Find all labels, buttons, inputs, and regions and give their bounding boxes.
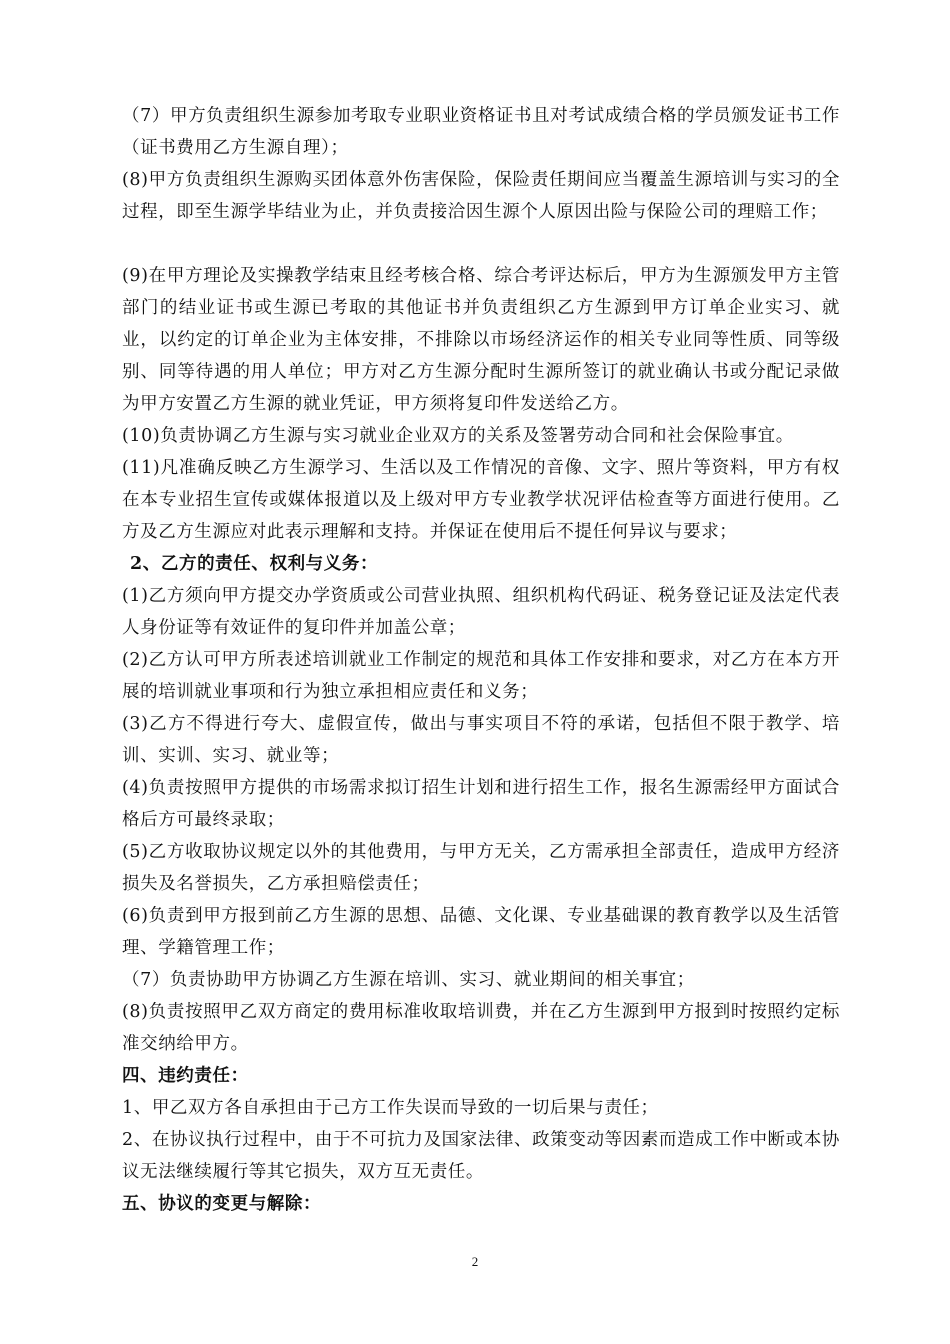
clause-b-2: (2)乙方认可甲方所表述培训就业工作制定的规范和具体工作安排和要求，对乙方在本方开展的培训就业事项和行为独立承担相应责任和义务； xyxy=(122,650,840,702)
clause-b-6: (6)负责到甲方报到前乙方生源的思想、品德、文化课、专业基础课的教育教学以及生活管理、学籍管理工作； xyxy=(122,906,840,958)
section-four-heading: 四、违约责任： xyxy=(122,1066,249,1086)
clause-a-7: （7）甲方负责组织生源参加考取专业职业资格证书且对考试成绩合格的学员颁发证书工作（证书费用乙方生源自理）； xyxy=(122,106,840,158)
clause-a-11: (11)凡准确反映乙方生源学习、生活以及工作情况的音像、文字、照片等资料，甲方有权在本专业招生宣传或媒体报道以及上级对甲方专业教学状况评估检查等方面进行使用。乙方及乙方生源应对此表示理解和支持。并保证在使用后不提任何异议与要求； xyxy=(122,458,840,542)
page-number: 2 xyxy=(471,1254,479,1269)
clause-b-3: (3)乙方不得进行夸大、虚假宣传，做出与事实项目不符的承诺，包括但不限于教学、培训、实训、实习、就业等； xyxy=(122,714,840,766)
clause-b-5: (5)乙方收取协议规定以外的其他费用，与甲方无关，乙方需承担全部责任，造成甲方经济损失及名誉损失，乙方承担赔偿责任； xyxy=(122,842,840,894)
clause-a-9: (9)在甲方理论及实操教学结束且经考核合格、综合考评达标后，甲方为生源颁发甲方主管部门的结业证书或生源已考取的其他证书并负责组织乙方生源到甲方订单企业实习、就业，以约定的订单企业为主体安排，不排除以市场经济运作的相关专业同等性质、同等级别、同等待遇的用人单位；甲方对乙方生源分配时生源所签订的就业确认书或分配记录做为甲方安置乙方生源的就业凭证，甲方须将复印件发送给乙方。 xyxy=(122,266,840,414)
clause-four-2: 2、在协议执行过程中，由于不可抗力及国家法律、政策变动等因素而造成工作中断或本协议无法继续履行等其它损失，双方互无责任。 xyxy=(122,1130,840,1182)
clause-b-8: (8)负责按照甲乙双方商定的费用标准收取培训费，并在乙方生源到甲方报到时按照约定标准交纳给甲方。 xyxy=(122,1002,840,1054)
clause-b-7: （7）负责协助甲方协调乙方生源在培训、实习、就业期间的相关事宜； xyxy=(122,970,695,990)
clause-b-4: (4)负责按照甲方提供的市场需求拟订招生计划和进行招生工作，报名生源需经甲方面试合格后方可最终录取； xyxy=(122,778,840,830)
clause-four-1: 1、甲乙双方各自承担由于己方工作失误而导致的一切后果与责任； xyxy=(122,1098,659,1118)
section-five-heading: 五、协议的变更与解除： xyxy=(122,1194,322,1214)
clause-a-8: (8)甲方负责组织生源购买团体意外伤害保险，保险责任期间应当覆盖生源培训与实习的全过程，即至生源学毕结业为止，并负责接洽因生源个人原因出险与保险公司的理赔工作； xyxy=(122,170,840,222)
section-b-heading: 2、乙方的责任、权利与义务： xyxy=(130,554,379,574)
clause-b-1: (1)乙方须向甲方提交办学资质或公司营业执照、组织机构代码证、税务登记证及法定代表人身份证等有效证件的复印件并加盖公章； xyxy=(122,586,840,638)
clause-a-10: (10)负责协调乙方生源与实习就业企业双方的关系及签署劳动合同和社会保险事宜。 xyxy=(122,426,794,446)
